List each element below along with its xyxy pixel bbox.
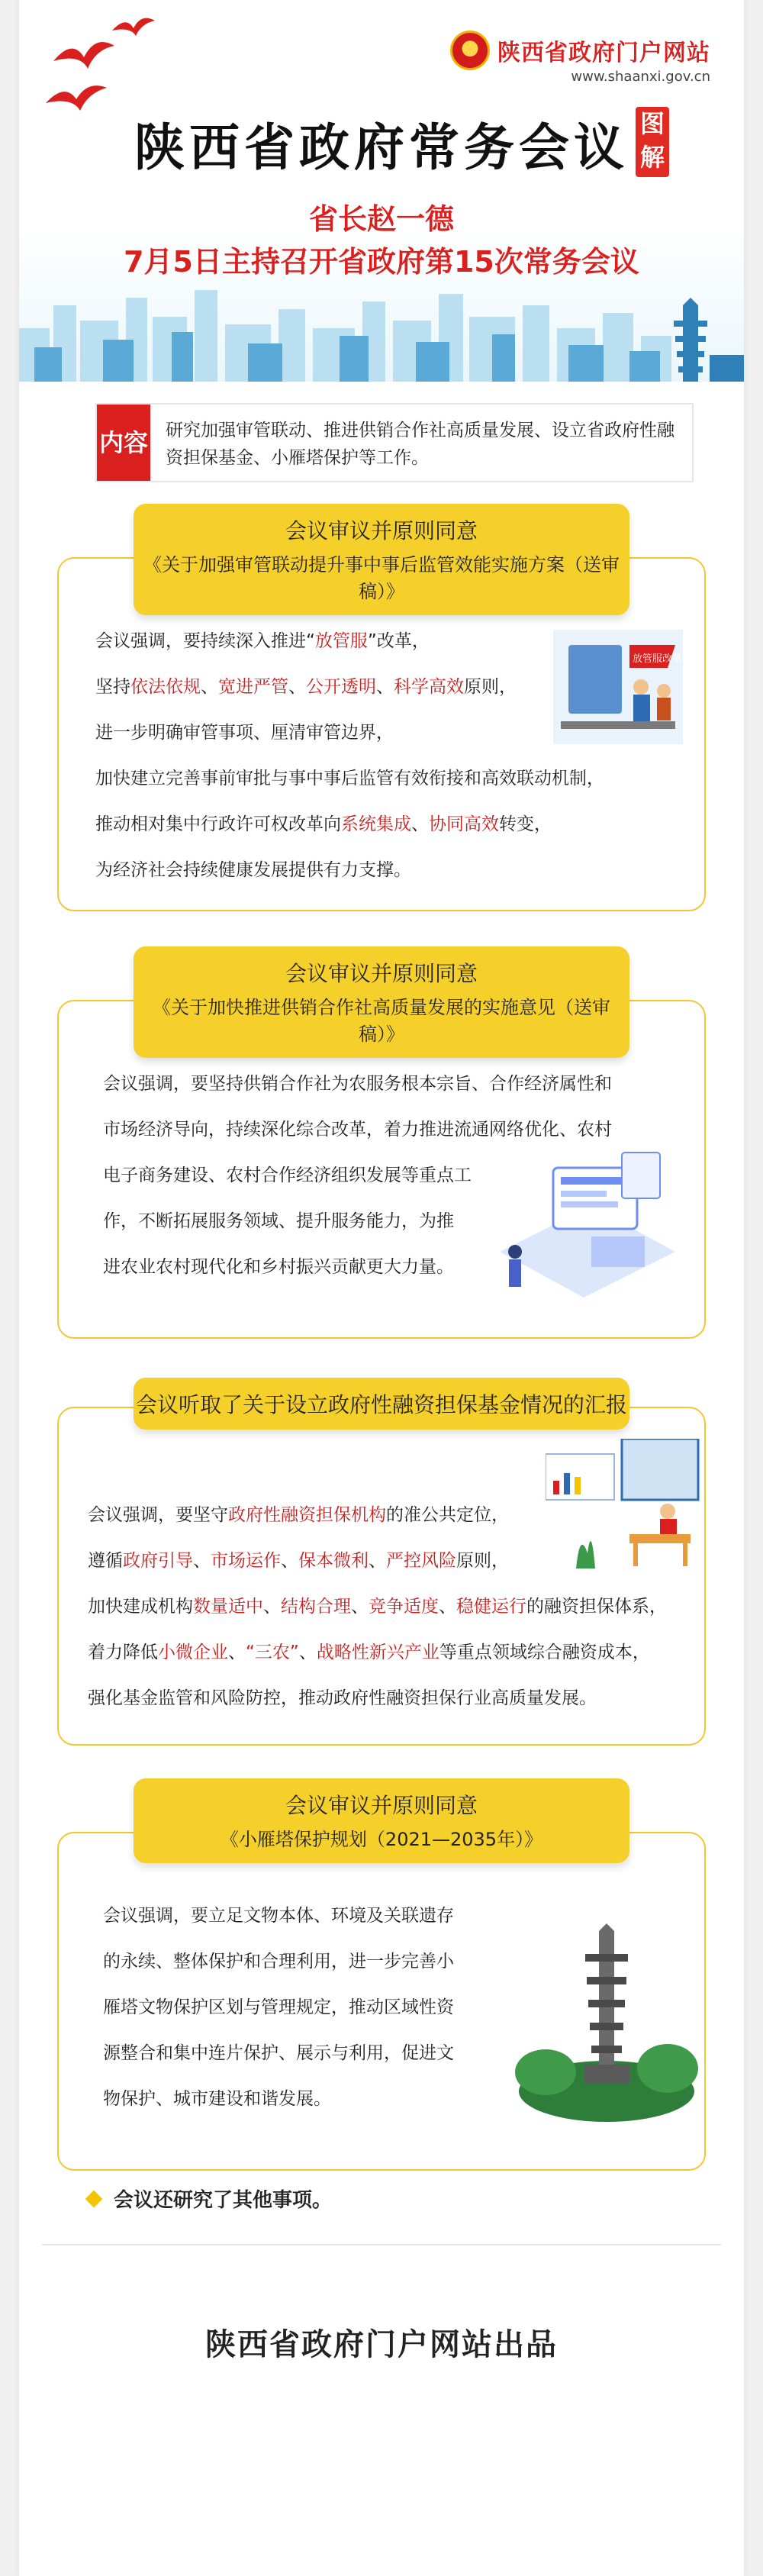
page [19, 0, 744, 2576]
highlight-term: 协同高效 [429, 814, 499, 834]
text-segment: 转变， [499, 814, 552, 834]
text-segment: 电子商务建设、农村合作经济组织发展等重点工 [103, 1165, 472, 1185]
header [19, 0, 744, 382]
section-4-heading-1: 会议审议并原则同意 [285, 1793, 478, 1818]
text-segment: 会议强调，要坚守 [88, 1505, 228, 1525]
highlight-term: 系统集成 [341, 814, 411, 834]
section-1-heading-2: 《关于加强审管联动提升事中事后监管效能实施方案（送审稿）》 [143, 554, 620, 602]
subtitle-2: 7月5日主持召开省政府第15次常务会议 [124, 245, 639, 279]
text-segment: 、 [201, 677, 218, 697]
section-text-line [95, 801, 683, 847]
text-segment: 会议强调，要坚持供销合作社为农服务根本宗旨、合作经济属性和 [103, 1074, 612, 1094]
text-segment: 强化基金监管和风险防控，推动政府性融资担保行业高质量发展。 [88, 1688, 597, 1708]
highlight-term: 科学高效 [394, 677, 464, 697]
section-text-line [88, 1675, 691, 1721]
highlight-term: 小微企业 [158, 1643, 228, 1662]
section-text-line [95, 756, 683, 801]
highlight-term: 放管服 [314, 631, 368, 651]
section-4-heading [134, 1778, 629, 1863]
section-text-line [95, 847, 683, 893]
text-segment: ”改革， [367, 631, 430, 651]
text-segment: 为经济社会持续健康发展提供有力支撑。 [95, 860, 411, 880]
highlight-term: 稳健运行 [456, 1597, 526, 1617]
text-segment: 、 [369, 1551, 386, 1571]
summary-tag [97, 405, 150, 481]
highlight-term: 严控风险 [386, 1551, 456, 1571]
section-1 [57, 504, 706, 916]
summary-tag-label: 内容 [98, 428, 148, 457]
title-tag: 图解 [636, 107, 669, 177]
section-4 [57, 1778, 706, 2175]
text-segment: 进农业农村现代化和乡村振兴贡献更大力量。 [103, 1257, 454, 1277]
footer-credit: 陕西省政府门户网站出品 [205, 2327, 558, 2362]
section-1-heading-1: 会议审议并原则同意 [285, 518, 478, 543]
section-text-line [88, 1630, 691, 1675]
text-segment: 雁塔文物保护区划与管理规定，推动区域性资 [103, 1997, 454, 2017]
text-segment: 、 [298, 1643, 317, 1662]
illustration-flag-label: 放管服改革 [633, 653, 683, 665]
section-2 [57, 946, 706, 1343]
highlight-term: 结构合理 [281, 1597, 351, 1617]
text-segment: 物保护、城市建设和谐发展。 [103, 2089, 331, 2109]
text-segment: 源整合和集中连片保护、展示与利用，促进文 [103, 2043, 454, 2063]
office-illustration [546, 1439, 706, 1568]
text-segment: 、 [263, 1597, 281, 1617]
section-2-heading-2: 《关于加快推进供销合作社高质量发展的实施意见（送审稿）》 [153, 997, 610, 1045]
highlight-term: 政府性融资担保机构 [228, 1505, 386, 1525]
text-segment: 遵循 [88, 1551, 123, 1571]
section-3-heading-1: 会议听取了关于设立政府性融资担保基金情况的汇报 [135, 1392, 627, 1417]
text-segment: 市场经济导向，持续深化综合改革，着力推进流通网络优化、农村 [103, 1120, 612, 1140]
highlight-term: 数量适中 [193, 1597, 263, 1617]
text-segment: 的准公共定位， [386, 1505, 509, 1525]
text-segment: 、 [281, 1551, 298, 1571]
text-segment: 、 [411, 814, 429, 834]
section-4-heading-2: 《小雁塔保护规划（2021—2035年）》 [220, 1829, 543, 1850]
highlight-term: 战略性新兴产业 [316, 1643, 439, 1662]
text-segment: 作，不断拓展服务领域、提升服务能力，为推 [103, 1211, 454, 1231]
text-segment: 加快建立完善事前审批与事中事后监管有效衔接和高效联动机制， [95, 769, 604, 788]
text-segment: 原则， [456, 1551, 509, 1571]
text-segment: 等重点领域综合融资成本， [439, 1643, 650, 1662]
subtitle-1: 省长赵一德 [308, 202, 454, 236]
text-segment: 进一步明确审管事项、厘清审管边界， [95, 723, 394, 743]
highlight-term: “三农” [246, 1643, 299, 1662]
text-segment: 加快建成机构 [88, 1597, 193, 1617]
highlight-term: 宽进严管 [218, 677, 288, 697]
text-segment: 的永续、整体保护和合理利用，进一步完善小 [103, 1952, 454, 1971]
summary-text: 研究加强审管联动、推进供销合作社高质量发展、设立省政府性融资担保基金、小雁塔保护等工作。 [166, 421, 674, 468]
text-segment: 的融资担保体系， [526, 1597, 667, 1617]
section-text-line [103, 1061, 683, 1107]
city-skyline-illustration [19, 275, 744, 382]
brand[interactable] [450, 31, 710, 70]
text-segment: 、 [228, 1643, 246, 1662]
highlight-term: 竞争适度 [369, 1597, 439, 1617]
highlight-term: 保本微利 [298, 1551, 369, 1571]
section-1-heading [134, 504, 629, 615]
text-segment: 会议强调，要持续深入推进“ [95, 631, 315, 651]
other-matters [88, 2184, 332, 2213]
text-segment: 、 [376, 677, 394, 697]
text-segment: 推动相对集中行政许可权改革向 [95, 814, 341, 834]
highlight-term: 政府引导 [123, 1551, 193, 1571]
text-segment: 、 [351, 1597, 369, 1617]
text-segment: 、 [439, 1597, 456, 1617]
page-title: 陕西省政府常务会议 [134, 118, 629, 177]
small-wild-goose-pagoda-illustration [515, 1908, 698, 2122]
brand-url[interactable]: www.shaanxi.gov.cn [571, 69, 710, 85]
section-2-heading [134, 946, 629, 1058]
text-segment: 着力降低 [88, 1643, 158, 1662]
text-segment: 原则， [464, 677, 517, 697]
section-3 [57, 1378, 706, 1759]
highlight-term: 公开透明 [306, 677, 376, 697]
national-emblem-icon [450, 31, 490, 70]
section-2-heading-1: 会议审议并原则同意 [285, 961, 478, 986]
text-segment: 、 [288, 677, 306, 697]
diamond-icon [85, 2190, 103, 2207]
reform-illustration [553, 630, 683, 744]
highlight-term: 依法依规 [130, 677, 201, 697]
brand-name: 陕西省政府门户网站 [497, 40, 710, 66]
divider [42, 2244, 721, 2246]
text-segment: 坚持 [95, 677, 130, 697]
bird-2-icon [111, 11, 156, 42]
summary-box [95, 403, 694, 482]
text-segment: 、 [193, 1551, 211, 1571]
section-text-line [88, 1584, 691, 1630]
section-3-heading [134, 1378, 629, 1430]
other-matters-text: 会议还研究了其他事项。 [114, 2189, 333, 2212]
ecommerce-illustration [485, 1137, 683, 1305]
text-segment: 会议强调，要立足文物本体、环境及关联遗存 [103, 1906, 454, 1926]
highlight-term: 市场运作 [211, 1551, 281, 1571]
